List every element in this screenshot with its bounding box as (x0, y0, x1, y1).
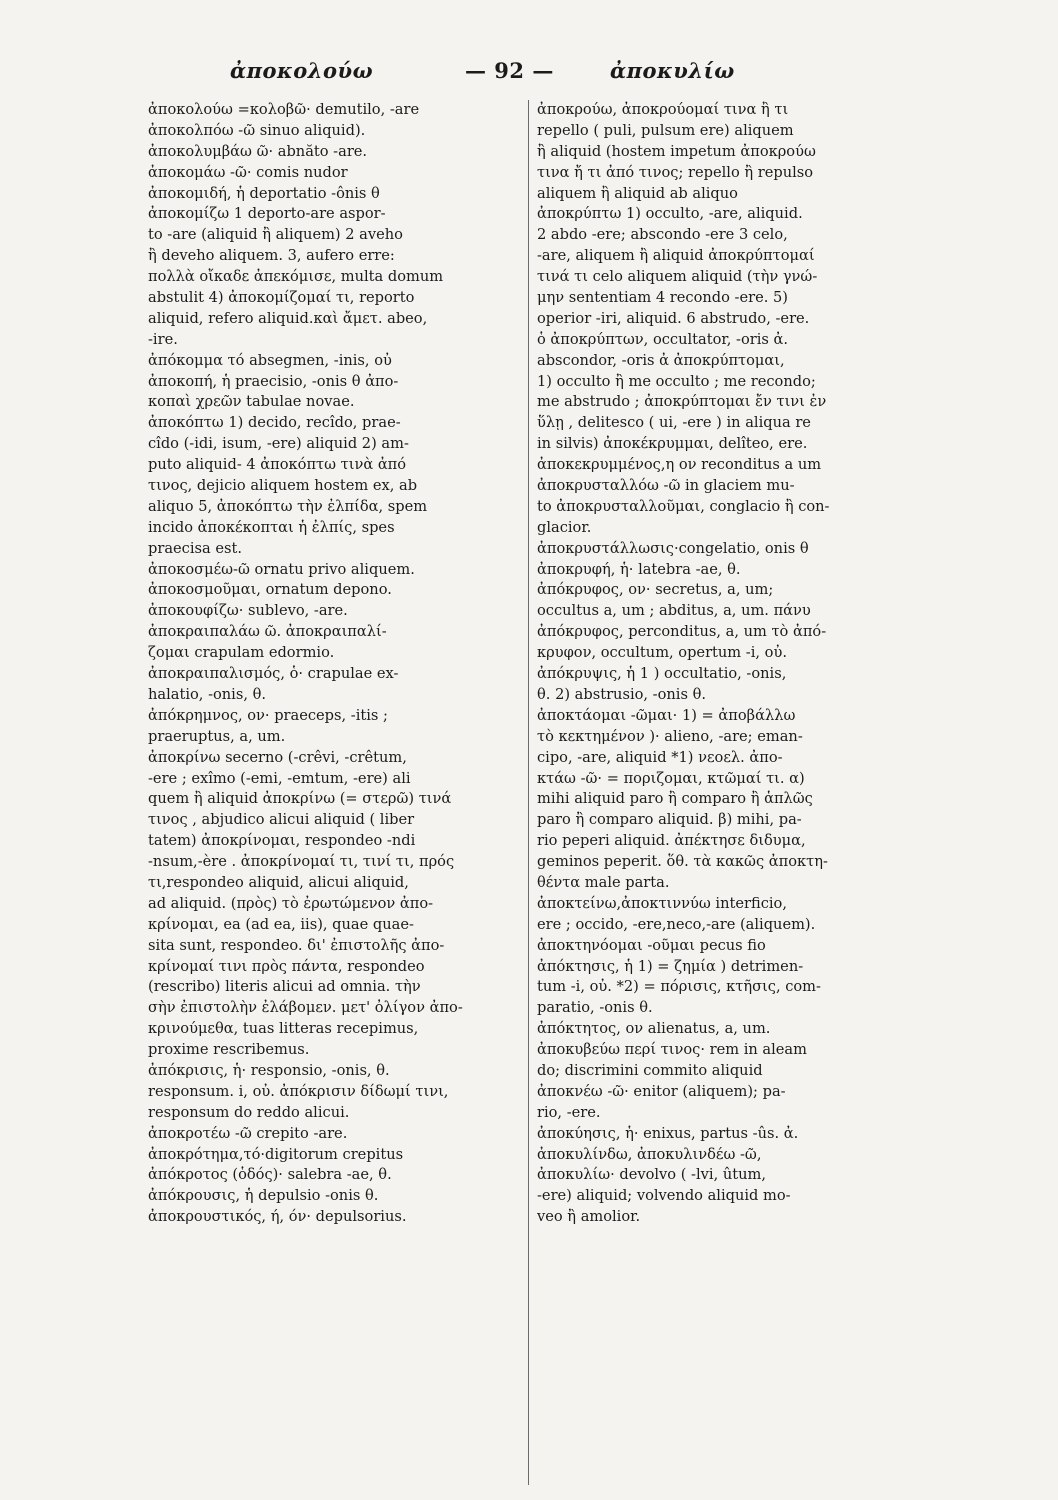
text-line: ἀποκόπτω 1) decido, recîdo, prae- (148, 414, 401, 432)
text-line: in silvis) ἀποκέκρυμμαι, delîteo, ere. (537, 435, 808, 453)
text-line: mihi aliquid paro ἢ comparo ἢ ἁπλῶς (537, 790, 813, 808)
text-line: θέντα male parta. (537, 873, 670, 891)
text-line: ἀποκραιπαλάω ῶ. ἀποκραιπαλί- (148, 623, 387, 641)
text-line: ἀποκρότημα,τό·digitorum crepitus (148, 1145, 404, 1163)
text-line: θ. 2) abstrusio, -onis θ. (537, 685, 707, 703)
text-line: ἀπόκομμα τό absegmen, -inis, οὐ (148, 351, 392, 369)
text-line: τι,respondeo aliquid, alicui aliquid, (148, 873, 409, 891)
text-line: glacior. (537, 518, 592, 536)
text-line: ἀποκοσμέω-ῶ ornatu privo aliquem. (148, 560, 415, 578)
text-line: κρυφον, occultum, opertum -i, οὐ. (537, 644, 787, 662)
header-left-guideword: ἀποκολούω (230, 58, 374, 83)
text-line: ἀποκολυμβάω ῶ· abnăto -are. (148, 142, 368, 160)
text-line: abstulit 4) ἀποκομίζομαί τι, reporto (148, 289, 415, 307)
text-line: ἀποκουφίζω· sublevo, -are. (148, 602, 348, 620)
text-line: ἀπόκρυφος, perconditus, a, um τὸ ἀπό- (537, 623, 827, 641)
text-line: ὕλῃ , delitesco ( ui, -ere ) in aliqua re (537, 414, 811, 432)
text-line: ἀπόκτησις, ἡ 1) = ζημία ) detrimen- (537, 957, 804, 975)
text-line: cipo, -are, aliquid *1) νεοελ. ἀπο- (537, 748, 783, 766)
text-line: ἀποκρυσταλλόω -ῶ in glaciem mu- (537, 477, 795, 495)
text-line: ἀπόκρισις, ἡ· responsio, -onis, θ. (148, 1061, 390, 1079)
text-line: ἀποκύησις, ἡ· enixus, partus -ûs. ἀ. (537, 1124, 799, 1142)
text-line: κοπαὶ χρεῶν tabulae novae. (148, 393, 355, 411)
text-line: ἀποκρούω, ἀποκρούομαί τινα ἢ τι (537, 101, 789, 118)
text-line: praeruptus, a, um. (148, 727, 286, 745)
text-line: σὴν ἐπιστολὴν ἐλάβομεν. μετ' ὀλίγον ἀπο- (148, 999, 463, 1017)
text-line: τὸ κεκτημένον )· alieno, -are; eman- (537, 727, 803, 745)
text-line: ἀποκρίνω secerno (-crêvi, -crêtum, (148, 748, 407, 766)
text-line: 2 abdo -ere; abscondo -ere 3 celo, (537, 226, 788, 244)
text-line: ἀποκρουστικός, ή, όν· depulsorius. (148, 1208, 407, 1226)
text-line: ἀποκομάω -ῶ· comis nudor (148, 163, 348, 181)
text-line: halatio, -onis, θ. (148, 685, 267, 703)
text-line: to ἀποκρυσταλλοῦμαι, conglacio ἢ con- (537, 497, 830, 515)
text-line: me abstrudo ; ἀποκρύπτομαι ἔν τινι ἐν (537, 393, 827, 411)
text-line: paratio, -onis θ. (537, 999, 653, 1017)
text-line: ἀποκυλίνδω, ἀποκυλινδέω -ῶ, (537, 1145, 762, 1163)
text-line: ἀπόκρουσις, ἡ depulsio -onis θ. (148, 1187, 379, 1205)
text-line: -are, aliquem ἢ aliquid ἀποκρύπτομαί (537, 247, 815, 265)
text-line: ἀποκολπόω -ῶ sinuo aliquid). (148, 121, 366, 139)
text-line: κτάω -ῶ· = ποριζομαι, κτῶμαί τι. α) (537, 769, 805, 787)
text-line: praecisa est. (148, 539, 242, 557)
left-column (148, 100, 528, 1228)
text-line: ἀποκρυφή, ἡ· latebra -ae, θ. (537, 560, 741, 578)
text-line: κρίνομαί τινι πρὸς πάντα, respondeo (148, 957, 425, 975)
text-line: τινος , abjudico alicui aliquid ( liber (148, 811, 415, 829)
text-line: proxime rescribemus. (148, 1041, 310, 1059)
column-divider (528, 100, 529, 1485)
text-line: sita sunt, respondeo. δι' ἐπιστολῆς ἀπο- (148, 936, 445, 954)
header-right-guideword: ἀποκυλίω (610, 58, 735, 83)
text-line: ad aliquid. (πρὸς) τὸ ἐρωτώμενον ἀπο- (148, 894, 434, 912)
running-header (160, 58, 900, 90)
text-line: geminos peperit. ὅθ. τὰ κακῶς ἀποκτη- (537, 853, 828, 871)
text-line: -ere) aliquid; volvendo aliquid mo- (537, 1187, 791, 1205)
page-number: — 92 — (465, 58, 554, 83)
text-line: ἀποκτηνόομαι -οῦμαι pecus fio (537, 936, 766, 954)
text-line: κρίνομαι, ea (ad ea, iis), quae quae- (148, 915, 414, 933)
text-line: πολλὰ οἴκαδε ἀπεκόμισε, multa domum (148, 268, 444, 286)
text-line: ἢ deveho aliquem. 3, aufero erre: (148, 247, 395, 265)
text-line: -nsum,-ère . ἀποκρίνομαί τι, τινί τι, πρός (148, 853, 455, 871)
text-line: τινα ἤ τι ἀπό τινος; repello ἢ repulso (537, 163, 814, 181)
text-line: aliquem ἢ aliquid ab aliquo (537, 184, 738, 202)
text-line: to -are (aliquid ἢ aliquem) 2 aveho (148, 226, 403, 244)
text-line: ἀποκνέω -ῶ· enitor (aliquem); pa- (537, 1082, 786, 1100)
text-line: ἀπόκρημνος, ον· praeceps, -itis ; (148, 706, 388, 724)
text-line: ἀποκραιπαλισμός, ὁ· crapulae ex- (148, 665, 399, 683)
text-line: τινος, dejicio aliquem hostem ex, ab (148, 477, 418, 495)
text-line: quem ἢ aliquid ἀποκρίνω (= στερῶ) τινά (148, 790, 452, 808)
text-line: ἀποκτείνω,ἀποκτιννύω interficio, (537, 894, 787, 912)
text-line: cîdo (-idi, isum, -ere) aliquid 2) am- (148, 435, 409, 453)
text-line: ἀποκολούω =κολοβῶ· demutilo, -are (148, 101, 420, 118)
text-line: ἀπόκρυφος, ον· secretus, a, um; (537, 581, 774, 599)
text-line: puto aliquid- 4 ἀποκόπτω τινὰ ἀπό (148, 456, 407, 474)
text-line: incido ἀποκέκοπται ἡ ἐλπίς, spes (148, 518, 395, 536)
text-line: ὁ ἀποκρύπτων, occultator, -oris ἀ. (537, 330, 788, 348)
text-line: veo ἢ amolior. (537, 1208, 641, 1226)
text-line: ἀποκρυστάλλωσις·congelatio, onis θ (537, 539, 809, 557)
text-line: -ere ; exîmo (-emi, -emtum, -ere) ali (148, 769, 411, 787)
text-line: ἢ aliquid (hostem impetum ἀποκρούω (537, 142, 816, 160)
text-line: ζομαι crapulam edormio. (148, 644, 335, 662)
text-line: ἀποκυλίω· devolvo ( -lvi, ûtum, (537, 1166, 766, 1184)
text-line: ἀπόκρυψις, ἡ 1 ) occultatio, -onis, (537, 665, 787, 683)
text-line: repello ( puli, pulsum ere) aliquem (537, 121, 794, 139)
text-line: ἀποκυβεύω περί τινος· rem in aleam (537, 1041, 807, 1059)
text-line: ἀποκοσμοῦμαι, ornatum depono. (148, 581, 392, 599)
text-line: rio peperi aliquid. ἀπέκτησε διδυμα, (537, 832, 806, 850)
text-line: paro ἢ comparo aliquid. β) mihi, pa- (537, 811, 802, 829)
text-line: do; discrimini commito aliquid (537, 1061, 763, 1079)
text-line: κρινούμεθα, tuas litteras recepimus, (148, 1020, 419, 1038)
text-line: operior -iri, aliquid. 6 abstrudo, -ere. (537, 309, 810, 327)
text-line: occultus a, um ; abditus, a, um. πάνυ (537, 602, 811, 620)
text-line: ἀποκομίζω 1 deporto-are aspor- (148, 205, 386, 223)
text-line: ere ; occido, -ere,neco,-are (aliquem). (537, 915, 816, 933)
text-line: abscondor, -oris ἀ ἀποκρύπτομαι, (537, 351, 785, 369)
text-line: tatem) ἀποκρίνομαι, respondeo -ndi (148, 832, 416, 850)
text-line: ἀποκεκρυμμένος,η ον reconditus a um (537, 456, 822, 474)
text-line: ἀποκομιδή, ἡ deportatio -ônis θ (148, 184, 380, 202)
text-line: ἀποκρύπτω 1) occulto, -are, aliquid. (537, 205, 803, 223)
text-line: τινά τι celo aliquem aliquid (τὴν γνώ- (537, 268, 818, 286)
text-line: aliquo 5, ἀποκόπτω τὴν ἐλπίδα, spem (148, 497, 428, 515)
text-line: rio, -ere. (537, 1103, 601, 1121)
text-line: ἀπόκτητος, ον alienatus, a, um. (537, 1020, 771, 1038)
text-line: μην sententiam 4 recondo -ere. 5) (537, 289, 788, 307)
text-line: responsum. i, οὐ. ἀπόκρισιν δίδωμί τινι, (148, 1082, 449, 1100)
text-line: responsum do reddo alicui. (148, 1103, 350, 1121)
text-line: (rescribo) literis alicui ad omnia. τὴν (148, 978, 421, 996)
text-line: -ire. (148, 330, 178, 348)
text-line: 1) occulto ἢ me occulto ; me recondo; (537, 372, 816, 390)
text-line: ἀποκροτέω -ῶ crepito -are. (148, 1124, 348, 1142)
right-column (537, 100, 917, 1228)
text-line: ἀποκτάομαι -ῶμαι· 1) = ἀποβάλλω (537, 706, 796, 724)
text-line: aliquid, refero aliquid.καὶ ἄμετ. abeo, (148, 309, 428, 327)
text-line: ἀπόκροτος (ὁδός)· salebra -ae, θ. (148, 1166, 392, 1184)
text-line: ἀποκοπή, ἡ praecisio, -onis θ ἀπο- (148, 372, 399, 390)
text-line: tum -i, οὐ. *2) = πόρισις, κτῆσις, com- (537, 978, 821, 996)
